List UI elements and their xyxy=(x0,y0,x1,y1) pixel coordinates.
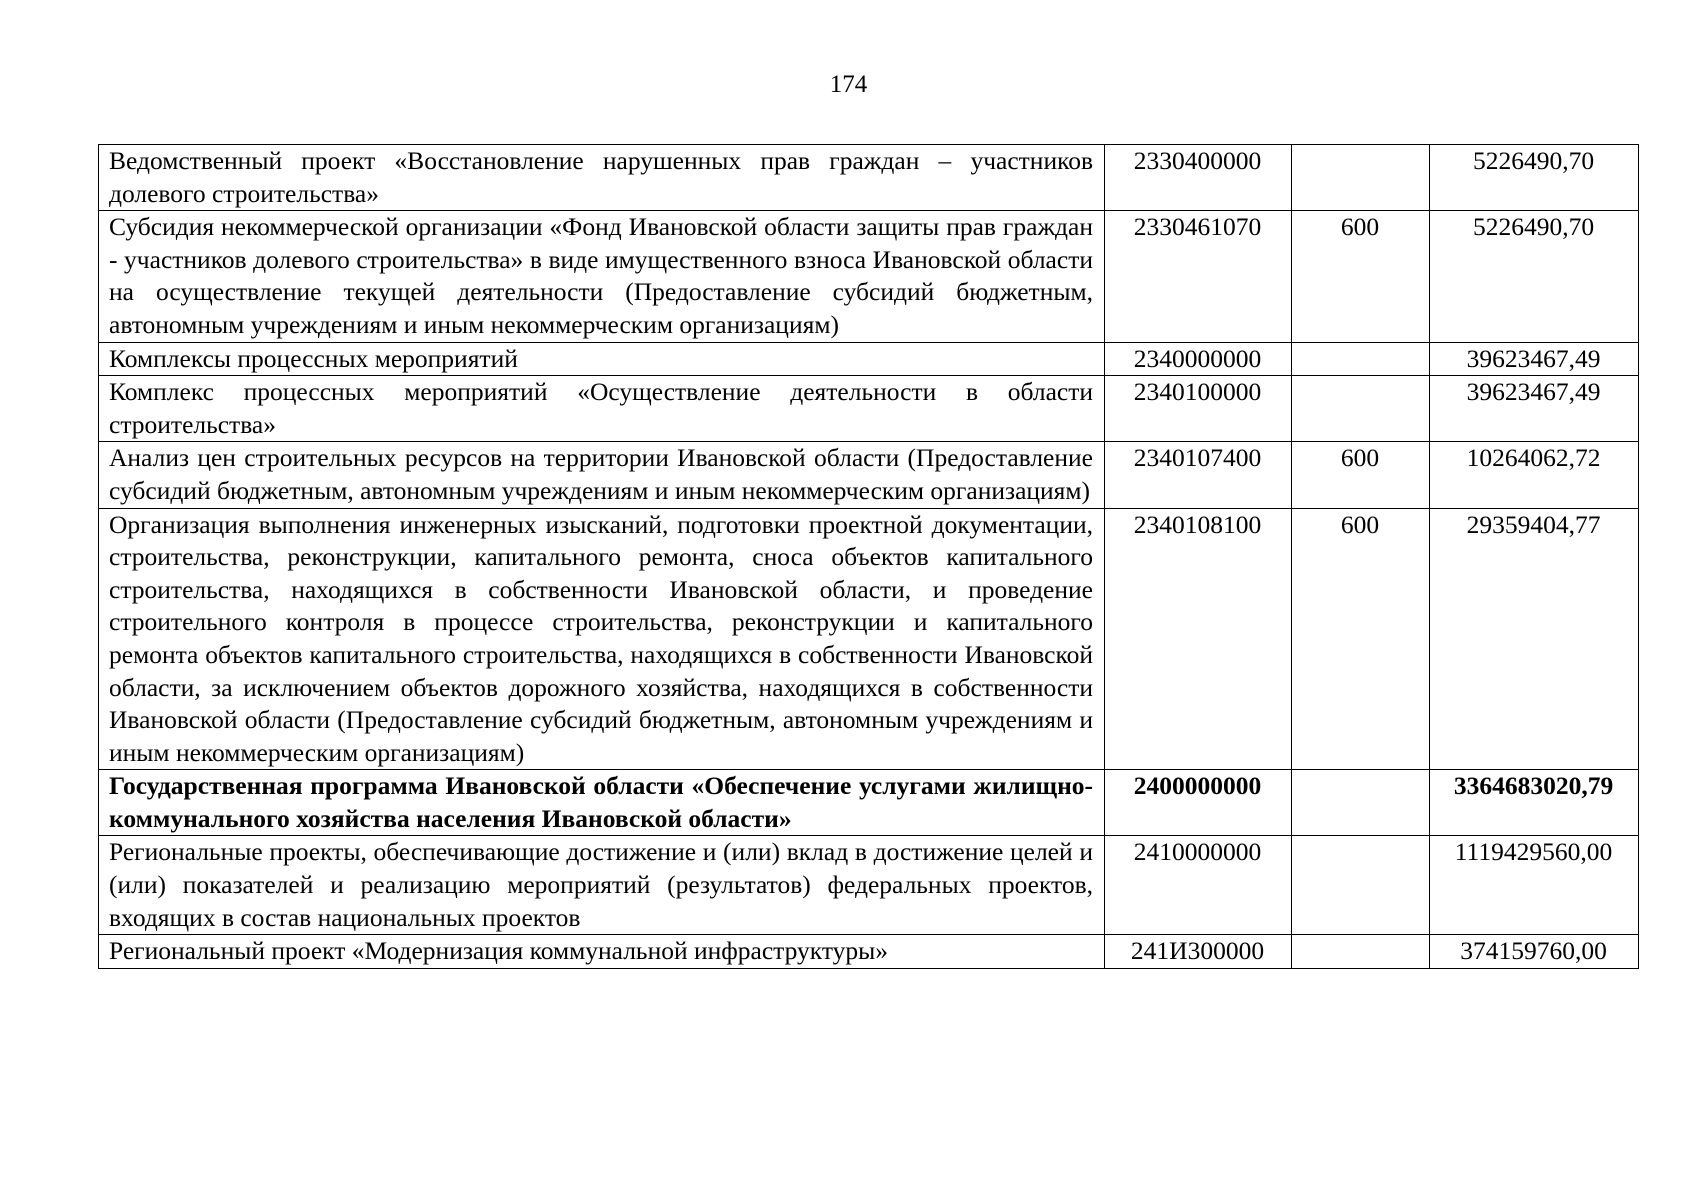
row-amount-cell: 3364683020,79 xyxy=(1430,770,1639,836)
table-row xyxy=(99,342,1639,376)
table-body xyxy=(99,145,1639,969)
row-code-cell: 2400000000 xyxy=(1105,770,1292,836)
row-name-cell: Региональный проект «Модернизация коммунальной инфраструктуры» xyxy=(99,935,1105,969)
row-expense-type-cell xyxy=(1292,145,1430,211)
table-row xyxy=(99,836,1639,935)
row-amount-cell: 10264062,72 xyxy=(1430,442,1639,508)
row-expense-type-cell: 600 xyxy=(1292,442,1430,508)
row-amount-cell: 374159760,00 xyxy=(1430,935,1639,969)
table-row xyxy=(99,442,1639,508)
row-code-cell: 2340000000 xyxy=(1105,342,1292,376)
row-expense-type-cell: 600 xyxy=(1292,211,1430,342)
row-code-cell: 2340108100 xyxy=(1105,508,1292,770)
table-row xyxy=(99,770,1639,836)
table-row xyxy=(99,935,1639,969)
table-row xyxy=(99,508,1639,770)
row-code-cell: 2330400000 xyxy=(1105,145,1292,211)
row-name-cell: Комплексы процессных мероприятий xyxy=(99,342,1105,376)
table-row xyxy=(99,211,1639,342)
row-name-cell: Комплекс процессных мероприятий «Осуществление деятельности в области строительства» xyxy=(99,376,1105,442)
row-name-cell: Региональные проекты, обеспечивающие достижение и (или) вклад в достижение целей и (или) показателей и реализацию мероприятий (результатов) федеральных проектов, входящих в состав национальных проектов xyxy=(99,836,1105,935)
row-expense-type-cell xyxy=(1292,935,1430,969)
row-code-cell: 2340100000 xyxy=(1105,376,1292,442)
row-amount-cell: 39623467,49 xyxy=(1430,342,1639,376)
row-code-cell: 2340107400 xyxy=(1105,442,1292,508)
row-expense-type-cell xyxy=(1292,770,1430,836)
budget-table xyxy=(98,144,1639,969)
row-code-cell: 241И300000 xyxy=(1105,935,1292,969)
row-name-cell: Организация выполнения инженерных изысканий, подготовки проектной документации, строительства, реконструкции, капитального ремонта, сноса объектов капитального строительства, находящихся в собственности Ивановской области, и проведение строительного контроля в процессе строительства, реконструкции и капитального ремонта объектов капитального строительства, находящихся в собственности Ивановской области, за исключением объектов дорожного хозяйства, находящихся в собственности Ивановской области (Предоставление субсидий бюджетным, автономным учреждениям и иным некоммерческим организациям) xyxy=(99,508,1105,770)
row-expense-type-cell xyxy=(1292,342,1430,376)
row-amount-cell: 1119429560,00 xyxy=(1430,836,1639,935)
row-amount-cell: 5226490,70 xyxy=(1430,211,1639,342)
row-name-cell: Субсидия некоммерческой организации «Фонд Ивановской области защиты прав граждан - участников долевого строительства» в виде имущественного взноса Ивановской области на осуществление текущей деятельности (Предоставление субсидий бюджетным, автономным учреждениям и иным некоммерческим организациям) xyxy=(99,211,1105,342)
table-row xyxy=(99,376,1639,442)
row-code-cell: 2330461070 xyxy=(1105,211,1292,342)
row-amount-cell: 29359404,77 xyxy=(1430,508,1639,770)
row-expense-type-cell xyxy=(1292,836,1430,935)
row-amount-cell: 39623467,49 xyxy=(1430,376,1639,442)
row-amount-cell: 5226490,70 xyxy=(1430,145,1639,211)
table-row xyxy=(99,145,1639,211)
row-code-cell: 2410000000 xyxy=(1105,836,1292,935)
row-name-cell: Государственная программа Ивановской области «Обеспечение услугами жилищно-коммунального хозяйства населения Ивановской области» xyxy=(99,770,1105,836)
row-name-cell: Ведомственный проект «Восстановление нарушенных прав граждан – участников долевого строительства» xyxy=(99,145,1105,211)
row-expense-type-cell: 600 xyxy=(1292,508,1430,770)
row-expense-type-cell xyxy=(1292,376,1430,442)
page-number: 174 xyxy=(829,71,868,98)
row-name-cell: Анализ цен строительных ресурсов на территории Ивановской области (Предоставление субсидий бюджетным, автономным учреждениям и иным некоммерческим организациям) xyxy=(99,442,1105,508)
